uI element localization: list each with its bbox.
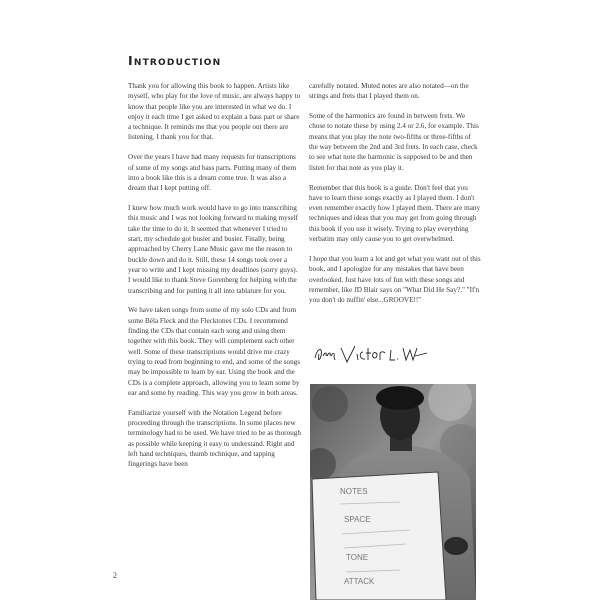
board-text: SPACE [344,515,371,524]
signature-icon [311,338,431,370]
board-text: TONE [346,553,369,562]
handwritten-signature [311,338,431,370]
paragraph: Familiarize yourself with the Notation Legend before proceeding through the transcriptions. In some places new terminology had to be used. We have tried to be as thorough as possible while keeping it easy to understand. Right and left hand techniques, thumb technique, and tapping fingerings have been [128,408,301,469]
page-heading: Introduction [128,53,222,68]
paragraph: We have taken songs from some of my solo CDs and from some Béla Fleck and the Flecktones CDs. I recommend finding the CDs that contain each song and using them together with this book. They will complement each other well. Some of these transcriptions would drive me crazy trying to read from beginning to end, and some of the songs may be impossible to learn by ear. Using the book and the CDs is a complete approach, allowing you to learn some by ear and some by reading. This way you grow in both areas. [128,306,301,397]
paragraph: I knew how much work would have to go into transcribing this music and I was not looking forward to making myself take the time to do it. It seemed that whenever I tried to start, my schedule got busier and busier. Finally, being approached by Cherry Lane Music gave me the reason to buckle down and do it. Still, these 14 songs took over a year to write and I kept missing my deadlines (sorry guys). I would like to thank Steve Gorenberg for helping with the transcribing and for putting it all into tablature for you. [128,204,299,295]
photo-image [310,384,476,600]
page-number: 2 [113,571,117,580]
author-photo [310,384,476,600]
right-text-column [309,81,481,315]
paragraph: Over the years I have had many requests for transcriptions of some of my songs and bass parts. Putting many of them into a book like this is a dream come true. It was also a dream that I kept putting off. [128,153,297,193]
left-text-column [128,81,301,479]
board-text: NOTES [340,487,368,496]
paragraph: Some of the harmonics are found in between frets. We chose to notate these by using 2.4 or 2.6, for example. This means that you play the note two-fifths or three-fifths of the way between the 2nd and 3rd frets. In each case, check to see what note the harmonic is supposed to be and then listen for that note as you play it. [309,112,479,172]
paragraph: Remember that this book is a guide. Don't feel that you have to learn these songs exactly as I played them. I don't even remember exactly how I played them. There are many techniques and ideas that you may get from going through this book if you use it wisely. Trying to play everything verbatim may only cause you to get overwhelmed. [309,183,481,244]
paragraph: I hope that you learn a lot and get what you want out of this book, and I apologize for any mistakes that have been overlooked. Just have lots of fun with these songs and remember, like JD Blair says on "What Did He Say?," "If'n you don't do nuffin' else...GROOVE!!" [309,254,481,305]
paragraph: carefully notated. Muted notes are also notated—on the strings and frets that I played them on. [309,82,469,101]
paragraph: Thank you for allowing this book to happen. Artists like myself, who play for the love of music, are always happy to know that people like you are interested in what we do. I enjoy it each time I get asked to explain a bass part or share a technique. It reminds me that you people out there are listening. I thank you for that. [128,82,301,142]
board-text: ATTACK [344,577,375,586]
